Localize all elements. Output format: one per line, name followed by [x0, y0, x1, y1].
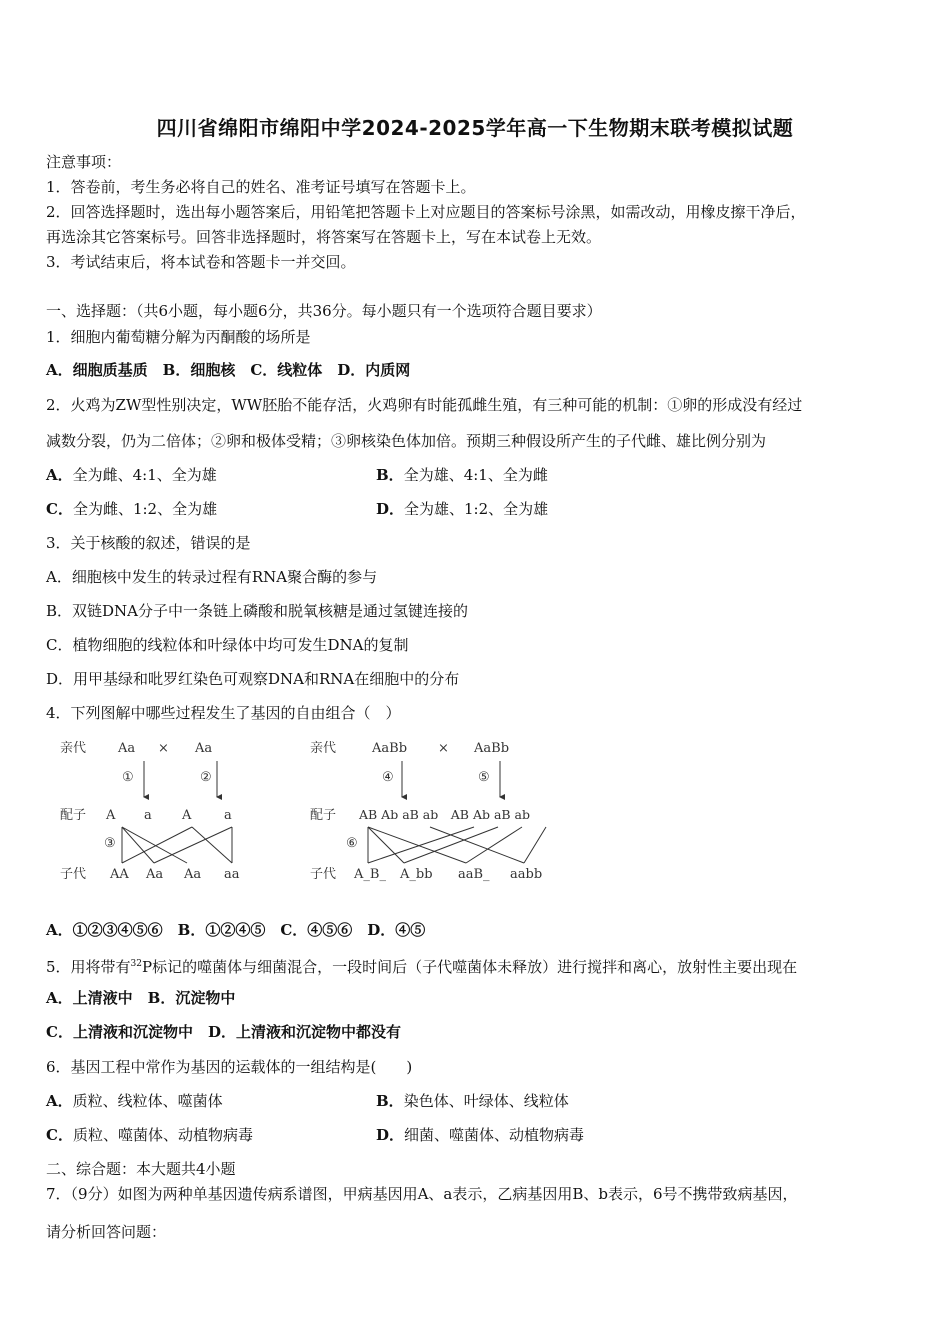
left-parent-label: 亲代	[60, 741, 87, 756]
left-gamete: a	[224, 808, 232, 823]
left-gamete: A	[182, 808, 192, 823]
q2-option-d	[376, 500, 548, 518]
left-offspring: AA	[110, 867, 129, 882]
step-3-marker: ③	[104, 836, 116, 851]
notice-item: 3．考试结束后，将本试卷和答题卡一并交回。	[46, 253, 356, 271]
option-label: C．	[46, 1126, 73, 1144]
right-gametes: AB Ab aB ab AB Ab aB ab	[359, 807, 531, 822]
left-parent-1: Aa	[118, 741, 136, 756]
q5-options-row1: A．上清液中 B．沉淀物中	[46, 989, 236, 1007]
q3-stem: 3．关于核酸的叙述，错误的是	[46, 534, 251, 552]
option-text: 质粒、线粒体、噬菌体	[72, 1092, 223, 1110]
q5-stem-prefix: 5．用将带有	[46, 958, 131, 976]
notice-item: 再选涂其它答案标号。回答非选择题时，将答案写在答题卡上，写在本试卷上无效。	[46, 228, 602, 246]
option-text: 全为雌、1:2、全为雄	[72, 500, 218, 518]
left-offspring: Aa	[146, 867, 164, 882]
right-cross-symbol: ×	[438, 741, 449, 756]
q3-option-a: A．细胞核中发生的转录过程有RNA聚合酶的参与	[46, 568, 378, 586]
option-label: A．	[46, 1092, 73, 1110]
q4-options: A．①②③④⑤⑥ B．①②④⑤ C．④⑤⑥ D．④⑤	[46, 921, 426, 939]
right-parent-1: AaBb	[372, 741, 408, 756]
left-gamete: A	[106, 808, 116, 823]
q2-stem-line2: 减数分裂，仍为二倍体；②卵和极体受精；③卵核染色体加倍。预期三种假设所产生的子代雌、雄比例分别为	[46, 432, 767, 450]
q3-option-b: B．双链DNA分子中一条链上磷酸和脱氧核糖是通过氢键连接的	[46, 602, 469, 620]
right-parent-2: AaBb	[474, 741, 510, 756]
right-fertilization-lines	[368, 827, 546, 863]
option-text: 全为雄、1:2、全为雄	[404, 500, 549, 518]
step-1-marker: ①	[122, 770, 134, 785]
fertilization-line	[524, 827, 546, 863]
left-offspring: Aa	[184, 867, 202, 882]
q2-stem-line1: 2．火鸡为ZW型性别决定，WW胚胎不能存活，火鸡卵有时能孤雌生殖，有三种可能的机制：①卵的形成没有经过	[46, 396, 803, 414]
option-label: B．	[376, 466, 404, 484]
left-gamete: a	[144, 808, 152, 823]
q6-stem: 6．基因工程中常作为基因的运载体的一组结构是( )	[46, 1058, 413, 1076]
left-offspring: aa	[224, 867, 240, 882]
q1-stem: 1．细胞内葡萄糖分解为丙酮酸的场所是	[46, 328, 311, 346]
q6-option-b	[376, 1092, 569, 1110]
q3-option-c: C．植物细胞的线粒体和叶绿体中均可发生DNA的复制	[46, 636, 409, 654]
isotope-mass-number: 32	[130, 959, 142, 969]
right-gamete-label: 配子	[310, 808, 337, 823]
right-offspring: A_B_	[354, 867, 386, 882]
q2-option-a	[46, 466, 217, 484]
q1-options: A．细胞质基质 B．细胞核 C．线粒体 D．内质网	[46, 361, 411, 379]
option-text: 染色体、叶绿体、线粒体	[403, 1092, 569, 1110]
q4-stem: 4．下列图解中哪些过程发生了基因的自由组合（ ）	[46, 704, 401, 722]
q2-option-c	[46, 500, 217, 518]
fertilization-line	[154, 827, 232, 863]
right-offspring: aaB_	[458, 867, 490, 882]
section2-heading: 二、综合题：本大题共4小题	[46, 1160, 236, 1178]
option-text: 全为雄、4:1、全为雌	[403, 466, 548, 484]
section1-heading: 一、选择题：（共6小题，每小题6分，共36分。每小题只有一个选项符合题目要求）	[46, 302, 602, 320]
left-offspring-label: 子代	[60, 867, 87, 882]
q5-stem	[46, 955, 797, 976]
q6-option-d	[376, 1126, 584, 1144]
q2-option-b	[376, 466, 548, 484]
fertilization-line	[466, 827, 522, 863]
right-offspring: A_bb	[400, 867, 433, 882]
left-fertilization-lines	[122, 827, 232, 863]
q3-option-d: D．用甲基绿和吡罗红染色可观察DNA和RNA在细胞中的分布	[46, 670, 460, 688]
step-5-marker: ⑤	[478, 770, 490, 785]
fertilization-line	[192, 827, 232, 863]
q5-options-row2: C．上清液和沉淀物中 D．上清液和沉淀物中都没有	[46, 1023, 401, 1041]
q5-stem-rest: P标记的噬菌体与细菌混合，一段时间后（子代噬菌体未释放）进行搅拌和离心，放射性主要出现在	[142, 958, 798, 976]
option-text: 质粒、噬菌体、动植物病毒	[72, 1126, 253, 1144]
step-6-marker: ⑥	[346, 836, 358, 851]
q4-diagram	[54, 735, 574, 895]
option-label: B．	[376, 1092, 404, 1110]
left-cross-symbol: ×	[158, 741, 169, 756]
q7-stem-line2: 请分析回答问题：	[46, 1223, 167, 1241]
notice-item: 1．答卷前，考生务必将自己的姓名、准考证号填写在答题卡上。	[46, 178, 476, 196]
left-gamete-label: 配子	[60, 808, 87, 823]
option-text: 细菌、噬菌体、动植物病毒	[404, 1126, 585, 1144]
q6-option-a	[46, 1092, 223, 1110]
right-offspring: aabb	[510, 867, 543, 882]
option-label: D．	[376, 500, 405, 518]
step-4-marker: ④	[382, 770, 394, 785]
page-title: 四川省绵阳市绵阳中学2024-2025学年高一下生物期末联考模拟试题	[156, 116, 794, 140]
option-label: D．	[376, 1126, 405, 1144]
right-parent-label: 亲代	[310, 741, 337, 756]
option-label: A．	[46, 466, 73, 484]
option-label: C．	[46, 500, 73, 518]
fertilization-line	[430, 827, 524, 863]
notice-heading: 注意事项：	[46, 153, 122, 171]
left-parent-2: Aa	[195, 741, 213, 756]
q7-stem-line1: 7．（9分）如图为两种单基因遗传病系谱图，甲病基因用A、a表示，乙病基因用B、b表示，6号不携带致病基因，	[46, 1185, 798, 1203]
option-text: 全为雌、4:1、全为雄	[72, 466, 217, 484]
q6-option-c	[46, 1126, 253, 1144]
notice-item: 2．回答选择题时，选出每小题答案后，用铅笔把答题卡上对应题目的答案标号涂黑，如需改动，用橡皮擦干净后，	[46, 203, 806, 221]
right-offspring-label: 子代	[310, 867, 337, 882]
fertilization-line	[368, 827, 404, 863]
fertilization-line	[122, 827, 154, 863]
step-2-marker: ②	[200, 770, 212, 785]
